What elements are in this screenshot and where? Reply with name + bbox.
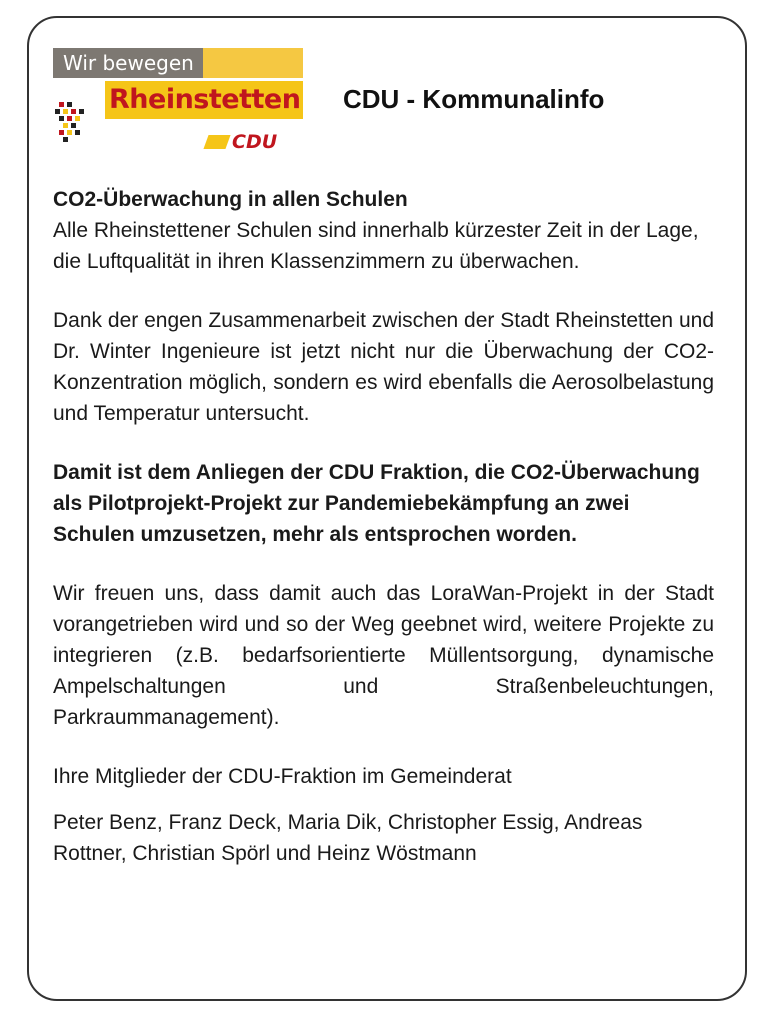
member-names: Peter Benz, Franz Deck, Maria Dik, Christopher Essig, Andreas Rottner, Christian Spörl und Heinz Wöstmann: [53, 811, 643, 865]
paragraph-lorawan: Wir freuen uns, dass damit auch das LoraWan-Projekt in der Stadt vorangetrieben wird und so der Weg geebnet wird, weitere Projekte zu integrieren (z.B. bedarfsorientierte Müllentsorgung, dynamische Ampelschaltungen und Straßenbeleuchtungen, Parkraummanagement).: [53, 582, 714, 729]
article-heading: CO2-Überwachung in allen Schulen: [53, 188, 408, 211]
cdu-stripe-icon: [203, 135, 230, 149]
paragraph-cooperation: Dank der engen Zusammenarbeit zwischen der Stadt Rheinstetten und Dr. Winter Ingenieure ist jetzt nicht nur die Überwachung der CO2-Konzentration möglich, sondern es wird ebenfalls die Aerosolbelastung und Temperatur untersucht.: [53, 309, 714, 425]
cdu-rheinstetten-logo: [53, 48, 305, 156]
paragraph-highlight: Damit ist dem Anliegen der CDU Fraktion, die CO2-Überwachung als Pilotprojekt-Projekt zur Pandemiebekämpfung an zwei Schulen umzusetzen, mehr als entsprochen worden.: [53, 461, 700, 546]
logo-town-bar: [105, 81, 303, 119]
logo-banner-accent: [203, 48, 303, 78]
logo-town-text: Rheinstetten: [109, 84, 301, 115]
page-title: CDU - Kommunalinfo: [343, 84, 605, 114]
logo-banner-text: Wir bewegen: [63, 51, 194, 75]
checkered-dots-icon: [53, 98, 103, 148]
article-intro: Alle Rheinstettener Schulen sind innerhalb kürzester Zeit in der Lage, die Luftqualität in ihren Klassenzimmern zu überwachen.: [53, 219, 699, 273]
logo-banner: [53, 48, 303, 78]
cdu-party-mark: [206, 130, 296, 154]
article-intro-block: [53, 184, 714, 277]
signoff: Ihre Mitglieder der CDU-Fraktion im Gemeinderat: [53, 765, 512, 788]
article-body: [53, 184, 714, 869]
cdu-party-text: CDU: [232, 131, 278, 153]
